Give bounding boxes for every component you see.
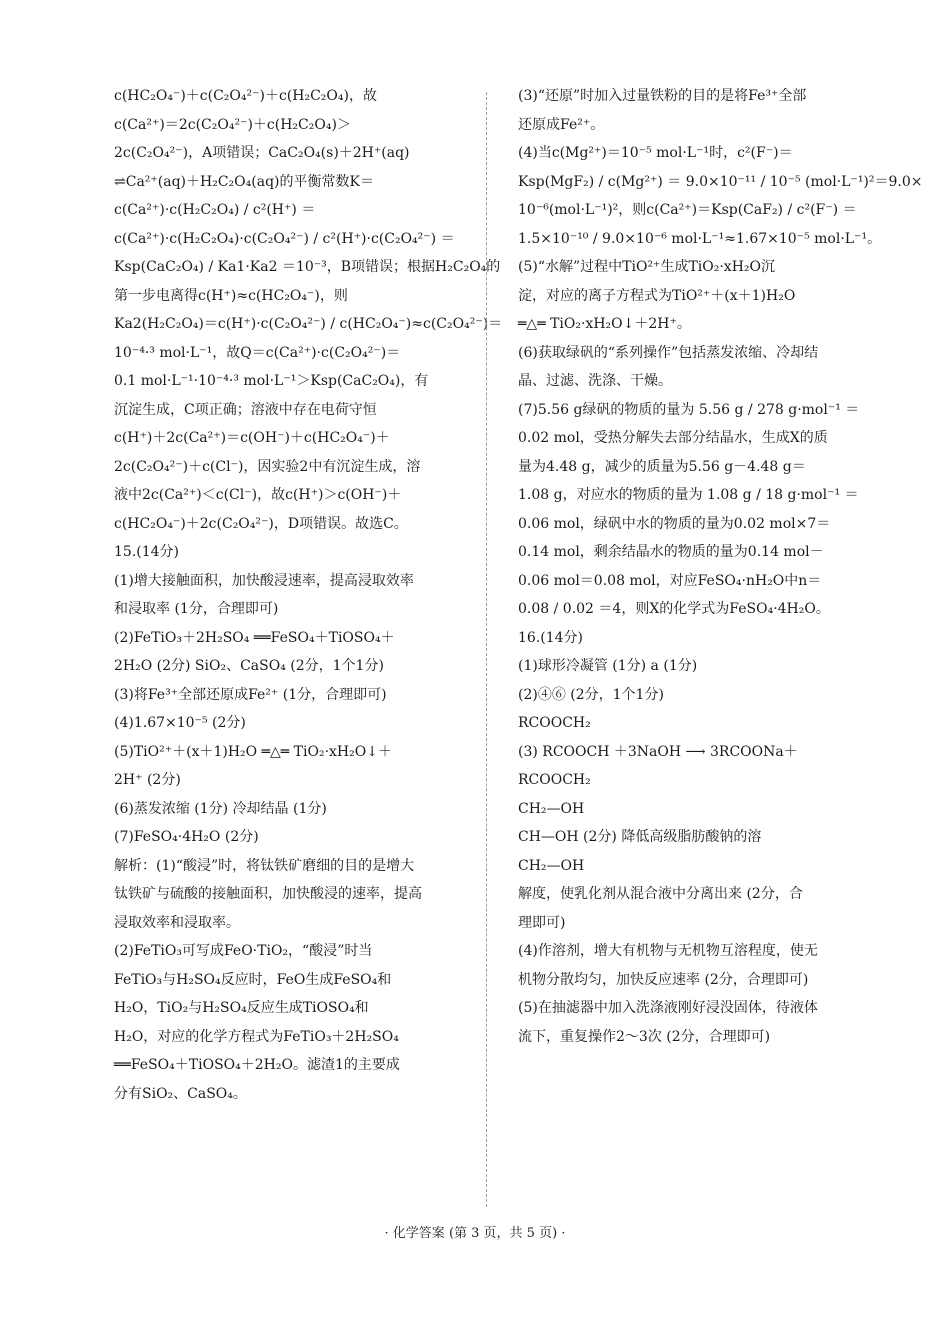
text-line: 和浸取率 (1分，合理即可) bbox=[114, 601, 279, 617]
text-line: (2)FeTiO₃＋2H₂SO₄ ══FeSO₄＋TiOSO₄＋ bbox=[114, 629, 395, 646]
text-line: 理即可) bbox=[518, 914, 566, 931]
text-line: CH₂—OH bbox=[518, 857, 585, 874]
text-line: 晶、过滤、洗涤、干燥。 bbox=[518, 373, 672, 389]
text-line: 浸取效率和浸取率。 bbox=[114, 914, 240, 931]
text-line: CH—OH (2分) 降低高级脂肪酸钠的溶 bbox=[518, 829, 762, 845]
text-line: 0.02 mol，受热分解失去部分结晶水，生成X的质 bbox=[518, 430, 828, 446]
page-footer: · 化学答案 (第 3 页，共 5 页) · bbox=[384, 1226, 566, 1241]
text-line: (4)1.67×10⁻⁵ (2分) bbox=[114, 715, 246, 731]
text-line: (6)获取绿矾的“系列操作”包括蒸发浓缩、冷却结 bbox=[518, 344, 819, 361]
text-line: (3)“还原”时加入过量铁粉的目的是将Fe³⁺全部 bbox=[518, 88, 807, 104]
text-line: c(Ca²⁺)＝2c(C₂O₄²⁻)＋c(H₂C₂O₄)＞ bbox=[114, 116, 351, 133]
text-line: (5)TiO²⁺＋(x＋1)H₂O ═△═ TiO₂·xH₂O↓＋ bbox=[114, 743, 392, 760]
text-line: 钛铁矿与硫酸的接触面积，加快酸浸的速率，提高 bbox=[114, 886, 422, 902]
text-line: 沉淀生成，C项正确；溶液中存在电荷守恒 bbox=[114, 401, 377, 418]
text-line: (2)FeTiO₃可写成FeO·TiO₂，“酸浸”时当 bbox=[114, 943, 373, 959]
text-line: Ka2(H₂C₂O₄)＝c(H⁺)·c(C₂O₄²⁻) / c(HC₂O₄⁻)≈c(C₂O₄²⁻)＝ bbox=[114, 316, 503, 332]
text-line: (1)增大接触面积，加快酸浸速率，提高浸取效率 bbox=[114, 572, 414, 589]
text-line: Ksp(MgF₂) / c(Mg²⁺) ＝ 9.0×10⁻¹¹ / 10⁻⁵ (mol·L⁻¹)²＝9.0× bbox=[518, 173, 923, 190]
text-line: ⇌Ca²⁺(aq)＋H₂C₂O₄(aq)的平衡常数K＝ bbox=[114, 173, 374, 190]
text-line: 10⁻⁴·³ mol·L⁻¹，故Q＝c(Ca²⁺)·c(C₂O₄²⁻)＝ bbox=[114, 344, 401, 361]
text-line: 第一步电离得c(H⁺)≈c(HC₂O₄⁻)，则 bbox=[114, 287, 348, 304]
text-line: 2c(C₂O₄²⁻)＋c(Cl⁻)，因实验2中有沉淀生成，溶 bbox=[114, 458, 421, 475]
text-line: H₂O，对应的化学方程式为FeTiO₃＋2H₂SO₄ bbox=[114, 1028, 399, 1045]
text-line: ══FeSO₄＋TiOSO₄＋2H₂O。滤渣1的主要成 bbox=[114, 1057, 400, 1073]
text-line: RCOOCH₂ bbox=[518, 715, 591, 731]
text-line: c(Ca²⁺)·c(H₂C₂O₄) / c²(H⁺) ＝ bbox=[114, 202, 316, 218]
text-line: 1.08 g，对应水的物质的量为 1.08 g / 18 g·mol⁻¹ ＝ bbox=[518, 487, 859, 503]
text-line: ═△═ TiO₂·xH₂O↓＋2H⁺。 bbox=[518, 316, 691, 332]
text-line: (1)球形冷凝管 (1分) a (1分) bbox=[518, 658, 698, 674]
text-line: 流下，重复操作2～3次 (2分，合理即可) bbox=[518, 1028, 771, 1045]
text-line: c(Ca²⁺)·c(H₂C₂O₄)·c(C₂O₄²⁻) / c²(H⁺)·c(C₂O₄²⁻) ＝ bbox=[114, 230, 455, 247]
right-column bbox=[518, 82, 923, 1051]
text-line: 2H₂O (2分) SiO₂、CaSO₄ (2分，1个1分) bbox=[114, 658, 384, 674]
text-line: (7)FeSO₄·4H₂O (2分) bbox=[114, 829, 259, 845]
text-line: c(HC₂O₄⁻)＋2c(C₂O₄²⁻)，D项错误。故选C。 bbox=[114, 515, 408, 532]
text-line: (4)当c(Mg²⁺)＝10⁻⁵ mol·L⁻¹时，c²(F⁻)＝ bbox=[518, 145, 793, 161]
column-divider bbox=[486, 92, 487, 1207]
text-line: FeTiO₃与H₂SO₄反应时，FeO生成FeSO₄和 bbox=[114, 971, 392, 988]
text-line: 2H⁺ (2分) bbox=[114, 772, 181, 788]
text-line: 0.06 mol＝0.08 mol，对应FeSO₄·nH₂O中n＝ bbox=[518, 572, 822, 589]
text-line: 15.(14分) bbox=[114, 544, 180, 560]
text-line: 2c(C₂O₄²⁻)，A项错误；CaC₂O₄(s)＋2H⁺(aq) bbox=[114, 145, 410, 161]
text-line: 解度，使乳化剂从混合液中分离出来 (2分，合 bbox=[518, 886, 803, 902]
text-line: RCOOCH₂ bbox=[518, 772, 591, 788]
text-line: 分有SiO₂、CaSO₄。 bbox=[114, 1085, 247, 1102]
text-line: 淀，对应的离子方程式为TiO²⁺＋(x＋1)H₂O bbox=[518, 287, 796, 304]
text-line: Ksp(CaC₂O₄) / Ka1·Ka2 ＝10⁻³，B项错误；根据H₂C₂O₄的 bbox=[114, 259, 501, 275]
text-line: 机物分散均匀，加快反应速率 (2分，合理即可) bbox=[518, 971, 809, 988]
text-line: H₂O，TiO₂与H₂SO₄反应生成TiOSO₄和 bbox=[114, 1000, 369, 1016]
text-line: 液中2c(Ca²⁺)＜c(Cl⁻)，故c(H⁺)＞c(OH⁻)＋ bbox=[114, 487, 402, 503]
left-column bbox=[114, 82, 503, 1108]
text-line: (5)“水解”过程中TiO²⁺生成TiO₂·xH₂O沉 bbox=[518, 259, 775, 275]
text-line: 10⁻⁶(mol·L⁻¹)²，则c(Ca²⁺)＝Ksp(CaF₂) / c²(F⁻) ＝ bbox=[518, 202, 857, 218]
text-line: 0.14 mol，剩余结晶水的物质的量为0.14 mol－ bbox=[518, 544, 824, 560]
text-line: 0.1 mol·L⁻¹·10⁻⁴·³ mol·L⁻¹＞Ksp(CaC₂O₄)，有 bbox=[114, 373, 429, 389]
text-line: CH₂—OH bbox=[518, 800, 585, 817]
text-line: (7)5.56 g绿矾的物质的量为 5.56 g / 278 g·mol⁻¹ ＝ bbox=[518, 401, 860, 418]
text-line: c(H⁺)＋2c(Ca²⁺)＝c(OH⁻)＋c(HC₂O₄⁻)＋ bbox=[114, 430, 390, 446]
text-line: (3)将Fe³⁺全部还原成Fe²⁺ (1分，合理即可) bbox=[114, 686, 387, 703]
text-line: 还原成Fe²⁺。 bbox=[518, 116, 605, 133]
text-line: 1.5×10⁻¹⁰ / 9.0×10⁻⁶ mol·L⁻¹≈1.67×10⁻⁵ mol·L⁻¹。 bbox=[518, 230, 882, 247]
text-line: 0.08 / 0.02 ＝4，则X的化学式为FeSO₄·4H₂O。 bbox=[518, 601, 830, 617]
text-line: (2)④⑥ (2分，1个1分) bbox=[518, 686, 664, 703]
text-line: (4)作溶剂，增大有机物与无机物互溶程度，使无 bbox=[518, 943, 818, 959]
text-line: (3) RCOOCH ＋3NaOH ⟶ 3RCOONa＋ bbox=[518, 743, 798, 760]
text-line: 16.(14分) bbox=[518, 629, 584, 646]
text-line: 0.06 mol，绿矾中水的物质的量为0.02 mol×7＝ bbox=[518, 515, 831, 532]
text-line: (5)在抽滤器中加入洗涤液刚好浸没固体，待液体 bbox=[518, 1000, 818, 1016]
text-line: 解析：(1)“酸浸”时，将钛铁矿磨细的目的是增大 bbox=[114, 857, 415, 874]
text-line: 量为4.48 g，减少的质量为5.56 g－4.48 g＝ bbox=[518, 458, 806, 475]
text-line: c(HC₂O₄⁻)＋c(C₂O₄²⁻)＋c(H₂C₂O₄)，故 bbox=[114, 88, 377, 104]
text-line: (6)蒸发浓缩 (1分) 冷却结晶 (1分) bbox=[114, 800, 327, 817]
